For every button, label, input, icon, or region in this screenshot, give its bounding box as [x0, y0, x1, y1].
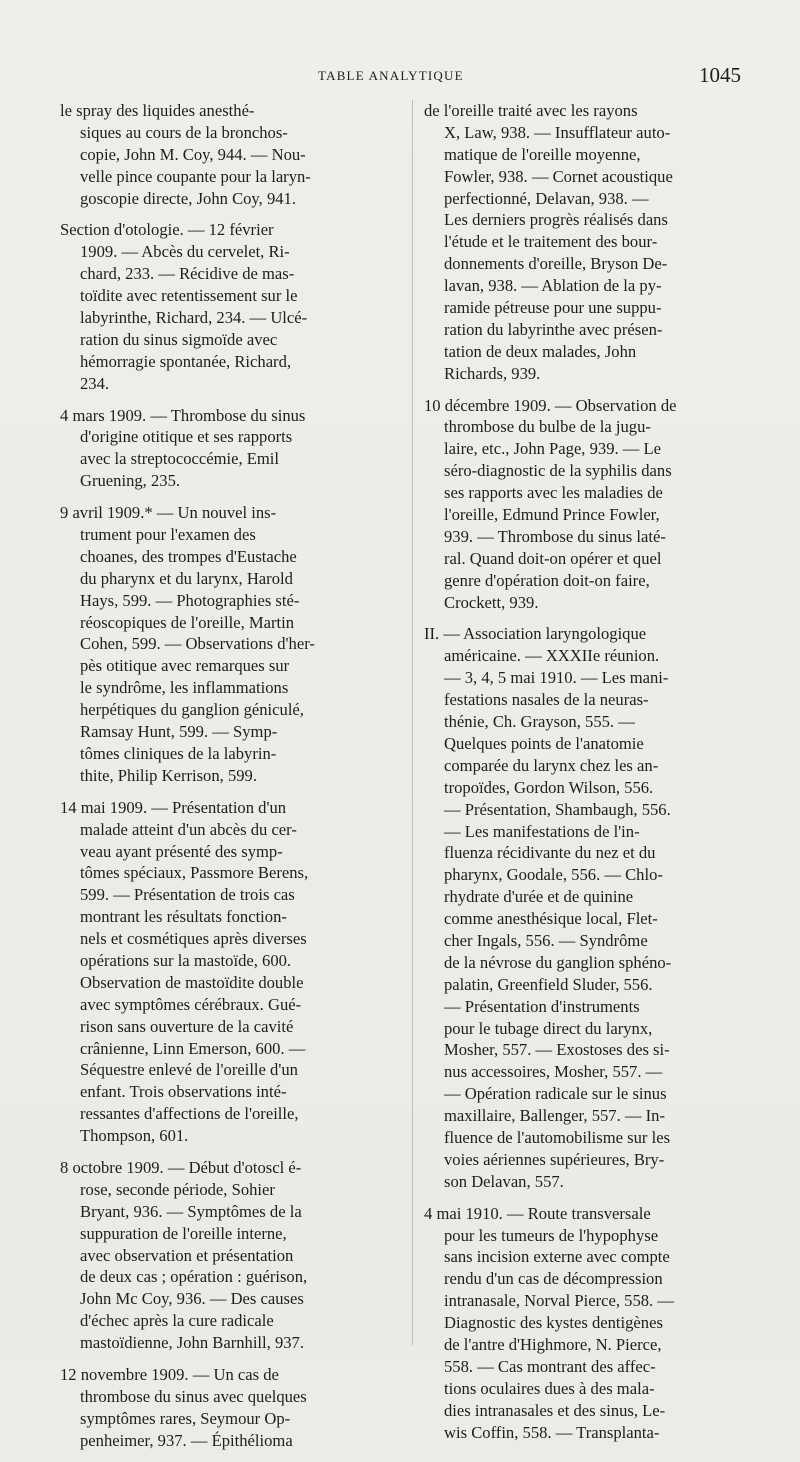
text-line: dies intranasales et des sinus, Le- [444, 1400, 666, 1420]
index-entry [424, 395, 768, 614]
text-line: II. — Association laryngologique [424, 624, 647, 644]
text-line: thrombose du bulbe de la jugu- [444, 417, 651, 437]
text-line: comme anesthésique local, Flet- [444, 909, 658, 929]
text-line: mastoïdienne, John Barnhill, 937. [80, 1333, 304, 1353]
text-line: avec la streptococcémie, Emil [80, 449, 280, 469]
index-entry [60, 219, 398, 394]
text-line: 558. — Cas montrant des affec- [444, 1356, 656, 1376]
text-line: malade atteint d'un abcès du cer- [80, 819, 297, 839]
text-line: rison sans ouverture de la cavité [80, 1016, 294, 1036]
text-line: festations nasales de la neuras- [444, 690, 649, 710]
text-line: le spray des liquides anesthé- [60, 101, 255, 120]
text-line: lavan, 938. — Ablation de la py- [444, 276, 662, 296]
text-line: copie, John M. Coy, 944. — Nou- [80, 144, 306, 164]
text-line: Gruening, 235. [80, 471, 181, 491]
text-line: ramide pétreuse pour une suppu- [444, 298, 662, 318]
text-line: matique de l'oreille moyenne, [444, 144, 641, 164]
text-line: cher Ingals, 556. — Syndrôme [444, 930, 648, 950]
text-line: 4 mai 1910. — Route transversale [424, 1203, 651, 1223]
text-line: ration du sinus sigmoïde avec [80, 329, 278, 349]
text-line: 10 décembre 1909. — Observation de [424, 395, 677, 415]
text-line: montrant les résultats fonction- [80, 907, 287, 927]
text-line: tômes cliniques de la labyrin- [80, 743, 277, 763]
text-line: crânienne, Linn Emerson, 600. — [80, 1038, 306, 1058]
text-line: — Opération radicale sur le sinus [444, 1084, 667, 1104]
index-entry [424, 1203, 768, 1444]
text-line: réoscopiques de l'oreille, Martin [80, 612, 295, 632]
text-line: avec symptômes cérébraux. Gué- [80, 994, 302, 1014]
text-line: Mosher, 557. — Exostoses des si- [444, 1040, 670, 1060]
text-line: fluence de l'automobilisme sur les [444, 1127, 671, 1147]
text-line: herpétiques du ganglion géniculé, [80, 700, 304, 720]
text-line: fluenza récidivante du nez et du [444, 843, 656, 863]
text-line: Séquestre enlevé de l'oreille d'un [80, 1060, 298, 1080]
text-line: Bryant, 936. — Symptômes de la [80, 1201, 302, 1221]
text-line: comparée du larynx chez les an- [444, 755, 659, 775]
text-line: de l'antre d'Highmore, N. Pierce, [444, 1334, 662, 1354]
text-line: maxillaire, Ballenger, 557. — In- [444, 1106, 665, 1126]
index-entry [424, 100, 768, 385]
index-entry [60, 1364, 398, 1452]
text-line: wis Coffin, 558. — Transplanta- [444, 1422, 660, 1442]
text-line: Section d'otologie. — 12 février [60, 220, 274, 240]
index-entry [60, 1157, 398, 1354]
text-line: symptômes rares, Seymour Op- [80, 1408, 291, 1428]
text-line: intranasale, Norval Pierce, 558. — [444, 1291, 674, 1311]
text-line: Thompson, 601. [80, 1126, 189, 1146]
text-line: rhydrate d'urée et de quinine [444, 887, 634, 907]
text-line: du pharynx et du larynx, Harold [80, 568, 293, 588]
text-line: 939. — Thrombose du sinus laté- [444, 526, 666, 546]
text-line: laire, etc., John Page, 939. — Le [444, 439, 662, 459]
right-column [424, 100, 768, 1453]
column-divider [412, 100, 413, 1345]
text-line: tation de deux malades, John [444, 341, 637, 361]
text-line: tômes spéciaux, Passmore Berens, [80, 863, 309, 883]
text-line: 12 novembre 1909. — Un cas de [60, 1364, 279, 1384]
text-line: pharynx, Goodale, 556. — Chlo- [444, 865, 663, 885]
text-line: genre d'opération doit-on faire, [444, 570, 650, 590]
text-line: de l'oreille traité avec les rayons [424, 101, 638, 120]
text-line: le syndrôme, les inflammations [80, 678, 289, 698]
text-line: 1909. — Abcès du cervelet, Ri- [80, 242, 290, 262]
text-line: — Présentation d'instruments [444, 996, 640, 1016]
index-entry [60, 502, 398, 787]
text-line: Richards, 939. [444, 363, 541, 383]
text-line: de la névrose du ganglion sphéno- [444, 952, 672, 972]
text-line: pès otitique avec remarques sur [80, 656, 290, 676]
text-line: siques au cours de la bronchos- [80, 122, 288, 142]
text-line: Diagnostic des kystes dentigènes [444, 1313, 663, 1333]
text-line: enfant. Trois observations inté- [80, 1082, 287, 1102]
text-line: thénie, Ch. Grayson, 555. — [444, 712, 635, 732]
text-line: thite, Philip Kerrison, 599. [80, 765, 257, 785]
text-line: rose, seconde période, Sohier [80, 1179, 275, 1199]
text-line: donnements d'oreille, Bryson De- [444, 254, 668, 274]
text-line: de deux cas ; opération : guérison, [80, 1267, 308, 1287]
text-line: Cohen, 599. — Observations d'her- [80, 634, 315, 654]
text-line: perfectionné, Delavan, 938. — [444, 188, 649, 208]
text-line: veau ayant présenté des symp- [80, 841, 283, 861]
left-column [60, 100, 398, 1462]
text-line: penheimer, 937. — Épithélioma [80, 1430, 293, 1450]
text-line: américaine. — XXXIIe réunion. [444, 646, 660, 666]
text-line: Fowler, 938. — Cornet acoustique [444, 166, 673, 186]
text-line: X, Law, 938. — Insufflateur auto- [444, 122, 671, 142]
index-entry [424, 623, 768, 1192]
index-entry [60, 405, 398, 493]
text-line: tropoïdes, Gordon Wilson, 556. [444, 777, 654, 797]
text-line: 8 octobre 1909. — Début d'otoscl é- [60, 1157, 302, 1177]
text-line: rendu d'un cas de décompression [444, 1269, 663, 1289]
text-line: — 3, 4, 5 mai 1910. — Les mani- [444, 668, 669, 688]
text-line: Observation de mastoïdite double [80, 972, 304, 992]
text-line: tions oculaires dues à des mala- [444, 1378, 655, 1398]
text-line: nels et cosmétiques après diverses [80, 929, 307, 949]
text-line: toïdite avec retentissement sur le [80, 286, 298, 306]
text-line: palatin, Greenfield Sluder, 556. [444, 974, 653, 994]
text-line: 9 avril 1909.* — Un nouvel ins- [60, 503, 277, 523]
text-line: hémorragie spontanée, Richard, [80, 351, 292, 371]
index-entry [60, 797, 398, 1147]
text-line: Les derniers progrès réalisés dans [444, 210, 668, 230]
text-line: ses rapports avec les maladies de [444, 483, 663, 503]
running-title: TABLE ANALYTIQUE [318, 68, 464, 83]
index-entry [60, 100, 398, 209]
text-line: nus accessoires, Mosher, 557. — [444, 1062, 663, 1082]
text-line: son Delavan, 557. [444, 1171, 564, 1191]
text-line: thrombose du sinus avec quelques [80, 1386, 307, 1406]
text-line: trument pour l'examen des [80, 525, 256, 545]
text-line: d'origine otitique et ses rapports [80, 427, 293, 447]
text-line: Crockett, 939. [444, 592, 539, 612]
text-line: avec observation et présentation [80, 1245, 294, 1265]
text-line: d'échec après la cure radicale [80, 1311, 274, 1331]
text-line: choanes, des trompes d'Eustache [80, 546, 297, 566]
text-line: Quelques points de l'anatomie [444, 733, 644, 753]
text-line: goscopie directe, John Coy, 941. [80, 188, 296, 208]
text-line: ral. Quand doit-on opérer et quel [444, 548, 662, 568]
text-line: voies aériennes supérieures, Bry- [444, 1149, 665, 1169]
text-line: l'oreille, Edmund Prince Fowler, [444, 505, 660, 525]
text-line: velle pince coupante pour la laryn- [80, 166, 311, 186]
text-line: pour les tumeurs de l'hypophyse [444, 1225, 659, 1245]
text-line: séro-diagnostic de la syphilis dans [444, 461, 672, 481]
text-line: opérations sur la mastoïde, 600. [80, 950, 292, 970]
text-line: labyrinthe, Richard, 234. — Ulcé- [80, 308, 308, 328]
text-line: pour le tubage direct du larynx, [444, 1018, 653, 1038]
text-line: — Présentation, Shambaugh, 556. [444, 799, 671, 819]
text-line: — Les manifestations de l'in- [444, 821, 640, 841]
text-line: 14 mai 1909. — Présentation d'un [60, 797, 287, 817]
text-line: 599. — Présentation de trois cas [80, 885, 295, 905]
text-line: l'étude et le traitement des bour- [444, 232, 658, 252]
text-line: chard, 233. — Récidive de mas- [80, 264, 295, 284]
text-line: 234. [80, 373, 110, 393]
text-line: suppuration de l'oreille interne, [80, 1223, 287, 1243]
text-line: sans incision externe avec compte [444, 1247, 670, 1267]
page-number: 1045 [699, 63, 741, 87]
text-line: Ramsay Hunt, 599. — Symp- [80, 722, 278, 742]
text-line: John Mc Coy, 936. — Des causes [80, 1289, 304, 1309]
text-line: Hays, 599. — Photographies sté- [80, 590, 300, 610]
text-line: ration du labyrinthe avec présen- [444, 319, 663, 339]
text-line: 4 mars 1909. — Thrombose du sinus [60, 405, 306, 425]
text-line: ressantes d'affections de l'oreille, [80, 1104, 299, 1124]
